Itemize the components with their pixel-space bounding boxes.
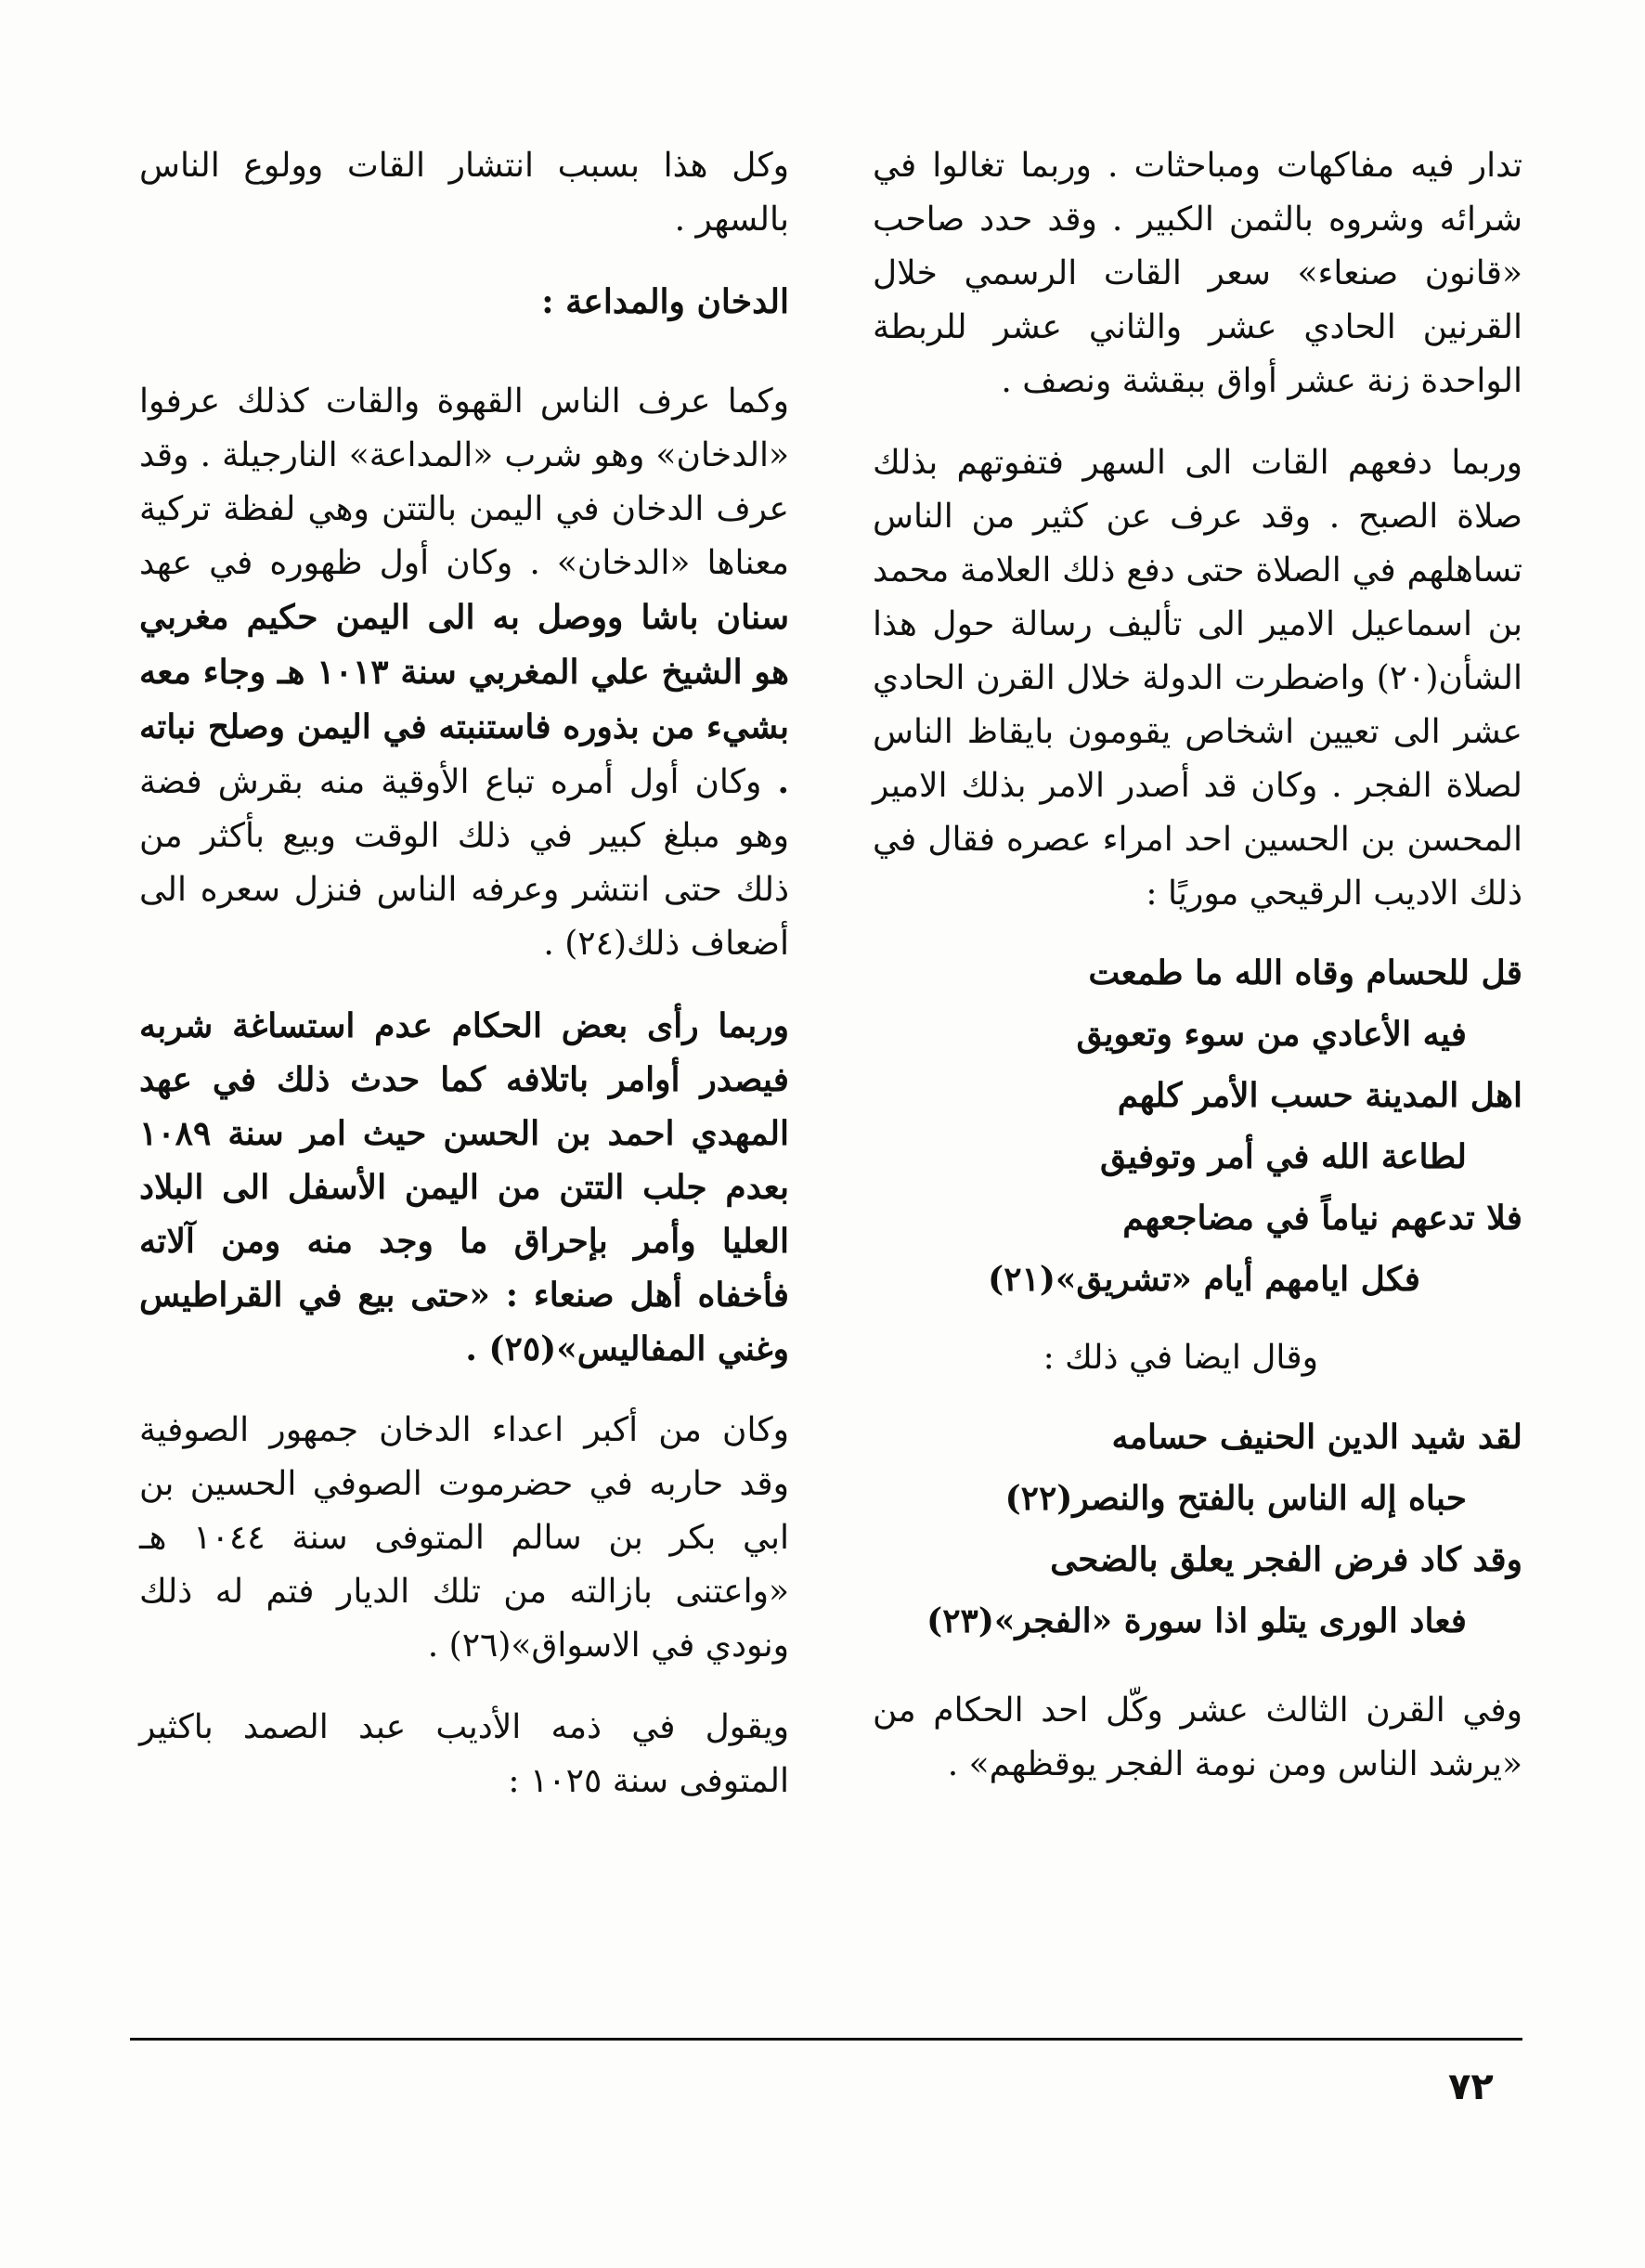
poem-2-intro: وقال ايضا في ذلك : [1043, 1339, 1318, 1377]
poem-1-line-1: قل للحسام وقاه الله ما طمعت [1088, 953, 1522, 992]
left-paragraph-2-start: وكما عرف الناس القهوة والقات كذلك عرفوا «الدخان» وهو شرب «المداعة» النارجيلة . وقد عرف الدخان في اليمن بالتتن وهي لفظة تركية معناها «الدخان» . وكان أول ظهوره في عهد [139, 382, 789, 582]
left-paragraph-4: وكان من أكبر اعداء الدخان جمهور الصوفية وقد حاربه في حضرموت الصوفي الحسين بن ابي بكر بن سالم المتوفى سنة ١٠٤٤ هـ «واعتنى بازالته من تلك الديار فتم له ذلك ونودي في الاسواق»(٢٦) . [139, 1411, 789, 1665]
poem-2-line-2: حباه إله الناس بالفتح والنصر(٢٢) [1004, 1479, 1467, 1518]
poem-1-line-3: اهل المدينة حسب الأمر كلهم [1117, 1076, 1522, 1115]
poem-1-line-2: فيه الأعادي من سوء وتعويق [1076, 1015, 1467, 1054]
right-column [873, 139, 1522, 1820]
left-paragraph-1: وكل هذا بسبب انتشار القات وولوع الناس بالسهر . [139, 147, 789, 239]
left-paragraph-2-end: وكان أول أمره تباع الأوقية منه بقرش فضة وهو مبلغ كبير في ذلك الوقت وبيع بأكثر من ذلك حتى انتشر وعرفه الناس فنزل سعره الى أضعاف ذلك(٢٤) . [139, 763, 789, 963]
left-paragraph-3: وربما رأى بعض الحكام عدم استساغة شربه فيصدر أوامر باتلافه كما حدث ذلك في عهد المهدي احمد بن الحسن حيث امر سنة ١٠٨٩ بعدم جلب التتن من اليمن الأسفل الى البلاد العليا وأمر بإحراق ما وجد منه ومن آلاته فأخفاه أهل صنعاء : «حتى بيع في القراطيس وغني المفاليس»(٢٥) . [139, 1006, 789, 1368]
poem-1-line-6: فكل ايامهم أيام «تشريق»(٢١) [988, 1260, 1420, 1299]
poem-2 [873, 1413, 1522, 1645]
right-paragraph-2: وربما دفعهم القات الى السهر فتفوتهم بذلك صلاة الصبح . وقد عرف عن كثير من الناس تساهلهم في الصلاة حتى دفع ذلك العلامة محمد بن اسماعيل الامير الى تأليف رسالة حول هذا الشأن(٢٠) واضطرت الدولة خلال القرن الحادي عشر الى تعيين اشخاص يقومون بايقاظ الناس لصلاة الفجر . وكان قد أصدر الامر بذلك الامير المحسن بن الحسين احد امراء عصره فقال في ذلك الاديب الرقيحي موريًا : [873, 444, 1522, 913]
right-paragraph-3: وفي القرن الثالث عشر وكّل احد الحكام من «يرشد الناس ومن نومة الفجر يوقظهم» . [873, 1691, 1522, 1783]
left-paragraph-5: ويقول في ذمه الأديب عبد الصمد باكثير المتوفى سنة ١٠٢٥ : [139, 1708, 789, 1800]
poem-2-line-3: وقد كاد فرض الفجر يعلق بالضحى [1050, 1540, 1522, 1579]
poem-2-line-1: لقد شيد الدين الحنيف حسامه [1111, 1418, 1522, 1457]
left-paragraph-2-bold: سنان باشا ووصل به الى اليمن حكيم مغربي هو الشيخ علي المغربي سنة ١٠١٣ هـ وجاء معه بشيء من بذوره فاستنبته في اليمن وصلح نباته . [139, 598, 789, 801]
left-paragraph-2 [139, 375, 789, 971]
section-heading: الدخان والمداعة : [541, 282, 789, 321]
footer-rule [130, 2038, 1522, 2041]
left-column [139, 139, 789, 1836]
poem-1-line-4: لطاعة الله في أمر وتوفيق [1099, 1137, 1467, 1176]
page-number: ٧٢ [1448, 2066, 1494, 2108]
poem-1-line-5: فلا تدعهم نياماً في مضاجعهم [1122, 1199, 1522, 1238]
right-paragraph-1: تدار فيه مفاكهات ومباحثات . وربما تغالوا في شرائه وشروه بالثمن الكبير . وقد حدد صاحب «قانون صنعاء» سعر القات الرسمي خلال القرنين الحادي عشر والثاني عشر للربطة الواحدة زنة عشر أواق ببقشة ونصف . [873, 147, 1522, 400]
poem-1 [873, 949, 1522, 1303]
poem-2-line-4: فعاد الورى يتلو اذا سورة «الفجر»(٢٣) [926, 1601, 1467, 1640]
